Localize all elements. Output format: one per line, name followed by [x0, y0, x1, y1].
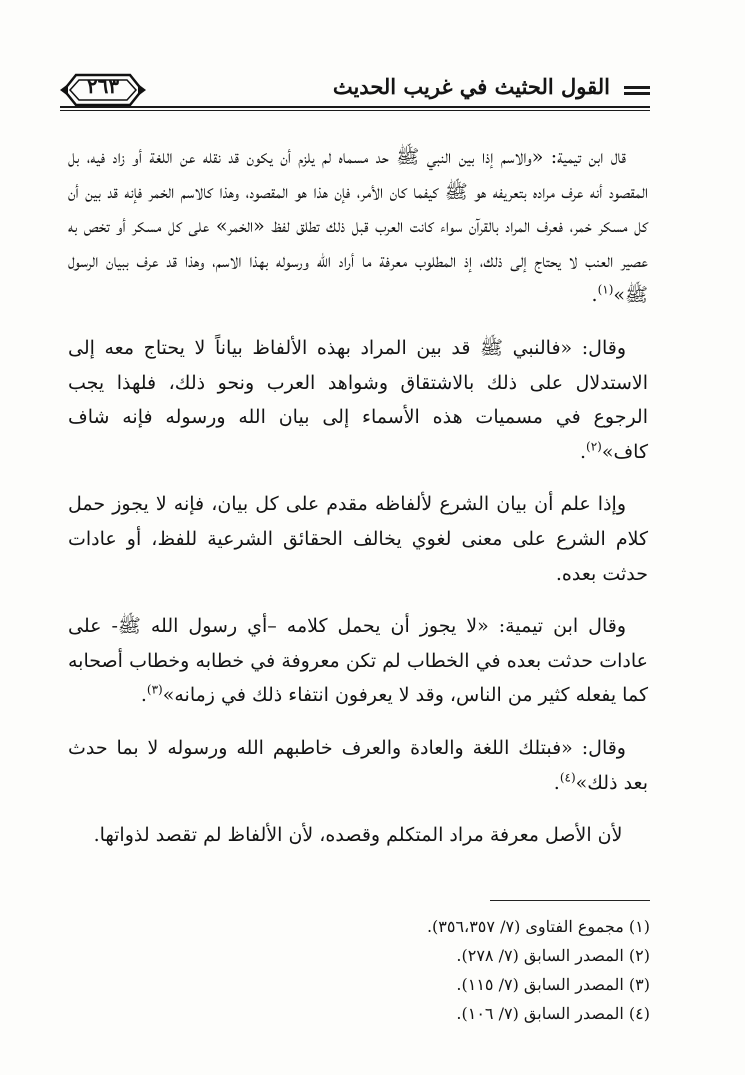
paragraph [68, 487, 648, 591]
footnote-separator [490, 900, 650, 901]
main-text [68, 140, 648, 871]
running-title: القول الحثيث في غريب الحديث [327, 74, 616, 99]
paragraph-text: وقال ابن تيمية: «لا يجوز أن يحمل كلامه –أي رسول الله ﷺ- على عادات حدثت بعده في الخطاب لم تكن معروفة في خطابه وخطاب أصحابه كما يفعله كثير من الناس، وقد لا يعرفون انتفاء ذلك في زمانه» [68, 615, 648, 707]
closing-paragraph: لأن الأصل معرفة مراد المتكلم وقصده، لأن الألفاظ لم تقصد لذواتها. [93, 824, 623, 847]
paragraph-text: وقال: «فالنبي ﷺ قد بين المراد بهذه الألفاظ بياناً لا يحتاج معه إلى الاستدلال على ذلك بالاشتقاق وشواهد العرب ونحو ذلك، فلهذا يجب الرجوع في مسميات هذه الأسماء إلى بيان الله ورسوله فإنه شاف كاف» [68, 336, 648, 463]
paragraph [68, 609, 648, 713]
header-rule [60, 106, 650, 108]
paragraph [68, 731, 648, 800]
paragraph-end: . [579, 440, 587, 463]
paragraph-end: . [591, 284, 598, 307]
footnote: (١) مجموع الفتاوى (٧/ ٣٥٦،٣٥٧). [426, 917, 650, 936]
header-ornament-bar [624, 92, 650, 95]
footnote: (٣) المصدر السابق (٧/ ١١٥). [456, 975, 650, 994]
paragraph-text: وإذا علم أن بيان الشرع لألفاظه مقدم على كل بيان، فإنه لا يجوز حمل كلام الشرع على معنى لغوي يخالف الحقائق الشرعية للفظ، أو عادات حدثت بعده. [68, 493, 648, 585]
paragraph [68, 140, 648, 313]
paragraph-end: . [140, 684, 147, 707]
footnotes [427, 912, 650, 1028]
footnote-ref: (٣) [146, 682, 163, 697]
paragraph-text: قال ابن تيمية: «والاسم إذا بين النبي ﷺ حد مسماه لم يلزم أن يكون قد نقله عن اللغة أو زاد فيه، بل المقصود أنه عرف مراده بتعريفه هو ﷺ كيفما كان الأمر، فإن هذا هو المقصود، وهذا كالاسم الخمر فإنه قد بين أن كل مسكر خمر، فعرف المراد بالقرآن سواء كانت العرب قبل ذلك تطلق لفظ «الخمر» على كل مسكر أو تخص به عصير العنب لا يحتاج إلى ذلك، إذ المطلوب معرفة ما أراد الله ورسوله بهذا الاسم، وهذا قد عرف ببيان الرسول ﷺ» [68, 146, 648, 307]
paragraph-end: . [553, 771, 560, 794]
header-rule-thin [60, 110, 650, 111]
page-number: ٢٦٣ [86, 74, 120, 98]
page-header [60, 72, 650, 112]
paragraph [68, 331, 648, 469]
paragraph-text: وقال: «فبتلك اللغة والعادة والعرف خاطبهم الله ورسوله لا بما حدث بعد ذلك» [68, 736, 648, 794]
footnote-ref: (٤) [559, 770, 576, 785]
footnote: (٢) المصدر السابق (٧/ ٢٧٨). [456, 946, 650, 965]
footnote-ref: (٢) [586, 439, 602, 454]
header-ornament-bar [624, 86, 650, 89]
footnote-ref: (١) [597, 283, 614, 298]
footnote: (٤) المصدر السابق (٧/ ١٠٦). [456, 1004, 650, 1023]
